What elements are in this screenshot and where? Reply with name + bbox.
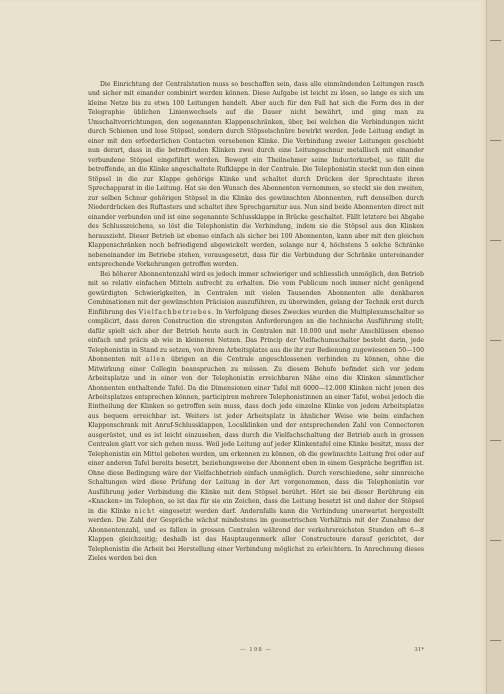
ruler-mark — [490, 640, 501, 641]
text-segment: eingesetzt werden darf. Andernfalls kann die Verbindung unerwartet hergestellt werden. Die Zahl der Gespräche wächst mindestens im geometrischen Verhältnis mit der Zunahme der Abonnentenzahl, und es fallen in grossen Centralen während der verkehrsreichsten Stunden oft 6—8 Klappen gleichzeitig; deshalb ist das Hauptaugenmerk aller Constructeure darauf gerichtet, der Telephonistin die Arbeit bei Herstellung einer Verbindung möglichst zu erleichtern. In Anrechnung dieses Zieles werden bei den — [88, 507, 424, 563]
text-segment: . In Verfolgung dieses Zweckes wurden die Multiplexumschalter so complicirt, dass deren Construction die strengsten Anforderungen an die technische Ausführung stellt; dafür spielt sich aber der Betrieb heute auch in Centralen mit 10.000 und mehr Anschlüssen ebenso einfach und präcis ab wie in kleineren Netzen. Das Princip der Vielfachumschalter besteht darin, jede Telephonistin in Stand zu setzen, von ihrem Arbeitsplatze aus die ihr zur Bedienung zugewiesenen 50—100 Abonnenten mit — [88, 308, 424, 364]
page-number: — 198 — — [240, 647, 272, 653]
ruler-mark — [490, 340, 501, 341]
ruler-mark — [490, 240, 501, 241]
ruler-mark — [490, 40, 501, 41]
text-segment: Die Einrichtung der Centralstation muss so beschaffen sein, dass alle einmündenden Leitungen rasch und sicher mit einander combinirt werden können. Diese Aufgabe ist leicht zu lösen, so lange es sich um kleine Netze bis zu etwa 100 Leitungen handelt. Aber auch für den Fall hat sich die Form des in der Telegraphie üblichen Linienwechsels auf die Dauer nicht bewährt, und ging man zu Umschaltvorrichtungen, den sogenannten Klappenschränken, über, bei welchen die Verbindungen nicht durch Schienen und lose Stöpsel, sondern durch Stöpselschnüre bewirkt werden. Jede Leitung endigt in einer mit den erforderlichen Contacten versehenen Klinke. Die Verbindung zweier Leitungen geschieht nun derart, dass in die betreffenden Klinken zwei durch eine Leitungsschnur metallisch mit einander verbundene Stöpsel eingeführt werden. Bewegt ein Theilnehmer seine Inductorkurbel, so fällt die betreffende, an die Klinke angeschaltete Rufklappe in der Centrale. Die Telephonistin steckt nun den einen Stöpsel in die zur Klappe gehörige Klinke und schaltet durch Drücken der Sprechtaste ihren Sprechapparat in die Leitung. Hat sie den Wunsch des Abonnenten vernommen, so steckt sie den zweiten, zur selben Schnur gehörigen Stöpsel in die Klinke des gewünschten Abonnenten, ruft denselben durch Niederdrücken des Ruftasters und schaltet ihre Sprechgarnitur aus. Nun sind beide Abonnenten direct mit einander verbunden und ist eine sogenannte Schlussklappe in Brücke geschaltet. Fällt letztere bei Abgabe des Schlusszeichens, so löst die Telephonistin die Verbindung, indem sie die Stöpsel aus den Klinken herauszieht. Dieser Betrieb ist ebenso einfach als sicher bei 100 Abonnenten, kann aber mit den gleichen Klappenschränken noch befriedigend abgewickelt werden, solange nur 4, höchstens 5 solche Schränke nebeneinander im Betriebe stehen, vorausgesetzt, dass für die Verbindung der Schränke untereinander entsprechende Vorkehrungen getroffen werden. — [88, 81, 424, 269]
page-footer — [88, 647, 424, 657]
spaced-term: allen — [145, 356, 167, 364]
signature-mark: 31* — [414, 647, 424, 653]
body-text — [88, 80, 424, 564]
ruler-mark — [490, 440, 501, 441]
spaced-term: Vielfachbetriebes — [138, 308, 212, 316]
text-segment: Bei höherer Abonnentenzahl wird es jedoch immer schwieriger und schliesslich unmöglich, den Betrieb mit so relativ einfachen Mitteln aufrecht zu erhalten. Die vom Publicum noch immer nicht genügend gewürdigten Schwierigkeiten, in Centralen mit vielen Tausenden Abonnenten alle denkbaren Combinationen mit der gewünschten Präcision auszuführen, zu überwinden, gelang der Technik erst durch Einführung des — [88, 270, 424, 316]
paragraph-1 — [88, 80, 424, 270]
ruler-mark — [490, 540, 501, 541]
spaced-term: nicht — [134, 507, 156, 515]
ruler-mark — [490, 140, 501, 141]
scan-edge-ruler — [486, 0, 504, 694]
text-segment: übrigen an die Centrale angeschlossenen verbinden zu können, ohne die Mitwirkung einer Collegin beanspruchen zu müssen. Zu diesem Behufe befindet sich vor jedem Arbeitsplatze und in einer von der Telephonistin erreichbaren Nähe eine die Klinken sämmtlicher Abonnenten enthaltende Tafel. Da die Dimensionen einer Tafel mit 6000—12.000 Klinken nicht jenen des Arbeitsplatzes entsprechen können, participiren mehrere Telephonistinnen an einer Tafel, wobei jedoch die Eintheilung der Klinken so getroffen sein muss, dass doch jede einzelne Klinke von jedem Arbeitsplatze aus bequem erreichbar ist. Weiters ist jeder Arbeitsplatz in ähnlicher Weise wie beim einfachen Klappenschrank mit Anruf-Schlussklappen, Localklinken und der entsprechenden Zahl von Connectoren ausgerüstet, und es ist leicht einzusehen, dass durch die Vielfachschaltung der Betrieb auch in grossen Centralen glatt vor sich gehen muss. Weil jede Leitung auf jeder Klinkentafel eine Klinke besitzt, muss der Telephonistin ein Mittel geboten werden, um erkennen zu können, ob die gewünschte Leitung frei oder auf einer anderen Tafel bereits besetzt, beziehungsweise der Abonnent eben in einem Gespräche begriffen ist. Ohne diese Bedingung wäre der Vielfachbetrieb einfach unmöglich. Durch verschiedene, sehr sinnreiche Schaltungen wird diese Prüfung der Leitung in der Art vorgenommen, dass die Telephonistin vor Ausführung jeder Verbindung die Klinke mit dem Stöpsel berührt. Hört sie bei dieser Berührung ein «Knacken» im Telephon, so ist das für sie ein Zeichen, dass die Leitung besetzt ist und daher der Stöpsel in die Klinke — [88, 356, 424, 515]
paragraph-2 — [88, 270, 424, 564]
